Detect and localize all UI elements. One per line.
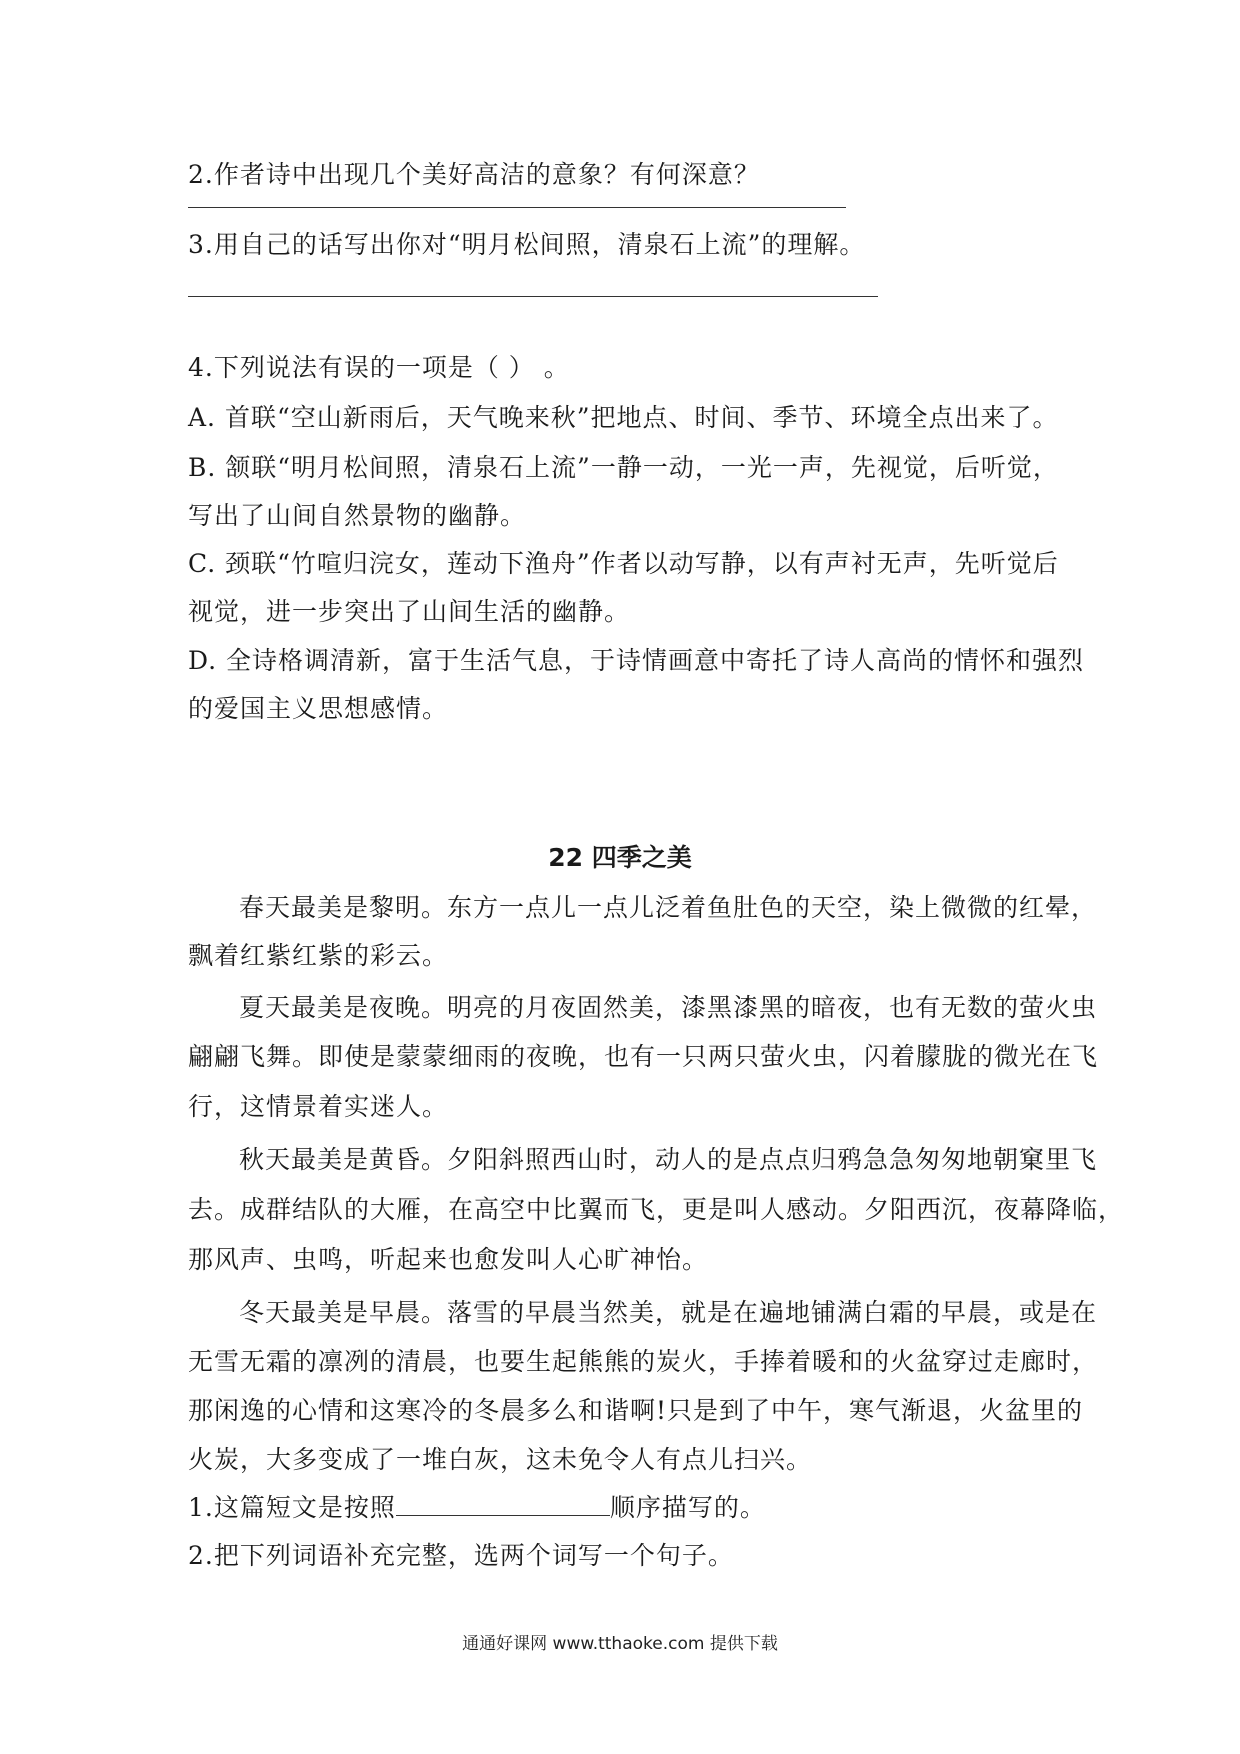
paragraph-spring-line-2: 飘着红紫红紫的彩云。: [188, 941, 449, 970]
paragraph-spring-line-1: 春天最美是黎明。东方一点儿一点儿泛着鱼肚色的天空，染上微微的红晕，: [239, 893, 1098, 922]
question-2-words: 2.把下列词语补充完整，选两个词写一个句子。: [188, 1541, 734, 1570]
question-4: 4.下列说法有误的一项是（ ） 。: [188, 353, 570, 382]
option-b-line-2: 写出了山间自然景物的幽静。: [188, 501, 527, 530]
question-1-blank[interactable]: [396, 1491, 610, 1516]
paragraph-summer-line-2: 翩翩飞舞。即使是蒙蒙细雨的夜晚，也有一只两只萤火虫，闪着朦胧的微光在飞: [188, 1042, 1099, 1071]
option-d-line-2: 的爱国主义思想感情。: [188, 694, 449, 723]
paragraph-autumn-line-3: 那风声、虫鸣，听起来也愈发叫人心旷神怡。: [188, 1245, 709, 1274]
option-c-line-2: 视觉，进一步突出了山间生活的幽静。: [188, 597, 631, 626]
answer-line-q2[interactable]: [188, 207, 846, 208]
question-2: 2.作者诗中出现几个美好高洁的意象？有何深意？: [188, 160, 760, 189]
footer-source: 通通好课网 www.tthaoke.com 提供下载: [462, 1634, 778, 1654]
question-1-sequence: [188, 1491, 766, 1523]
option-c-line-1: C. 颈联“竹喧归浣女，莲动下渔舟”作者以动写静，以有声衬无声，先听觉后: [188, 549, 1059, 578]
question-1-text-after: 顺序描写的。: [609, 1493, 766, 1522]
paragraph-winter-line-1: 冬天最美是早晨。落雪的早晨当然美，就是在遍地铺满白霜的早晨，或是在: [239, 1298, 1098, 1327]
option-b-line-1: B. 颔联“明月松间照，清泉石上流”一静一动，一光一声，先视觉，后听觉，: [188, 453, 1059, 482]
question-3: 3.用自己的话写出你对“明月松间照，清泉石上流”的理解。: [188, 230, 866, 259]
option-a: A. 首联“空山新雨后，天气晚来秋”把地点、时间、季节、环境全点出来了。: [188, 403, 1059, 432]
answer-line-q3[interactable]: [188, 296, 878, 297]
paragraph-winter-line-2: 无雪无霜的凛冽的清晨，也要生起熊熊的炭火，手捧着暖和的火盆穿过走廊时，: [188, 1347, 1099, 1376]
article-title: 22 四季之美: [548, 843, 692, 872]
option-d-line-1: D. 全诗格调清新，富于生活气息，于诗情画意中寄托了诗人高尚的情怀和强烈: [188, 646, 1085, 675]
question-1-text-before: 1.这篇短文是按照: [188, 1493, 396, 1522]
paragraph-winter-line-3: 那闲逸的心情和这寒冷的冬晨多么和谐啊!只是到了中午，寒气渐退，火盆里的: [188, 1396, 1084, 1425]
paragraph-summer-line-3: 行，这情景着实迷人。: [188, 1092, 449, 1121]
paragraph-autumn-line-1: 秋天最美是黄昏。夕阳斜照西山时，动人的是点点归鸦急急匆匆地朝窠里飞: [239, 1145, 1098, 1174]
paragraph-autumn-line-2: 去。成群结队的大雁，在高空中比翼而飞，更是叫人感动。夕阳西沉，夜幕降临，: [188, 1195, 1125, 1224]
paragraph-winter-line-4: 火炭，大多变成了一堆白灰，这未免令人有点儿扫兴。: [188, 1445, 813, 1474]
paragraph-summer-line-1: 夏天最美是夜晚。明亮的月夜固然美，漆黑漆黑的暗夜，也有无数的萤火虫: [239, 993, 1098, 1022]
